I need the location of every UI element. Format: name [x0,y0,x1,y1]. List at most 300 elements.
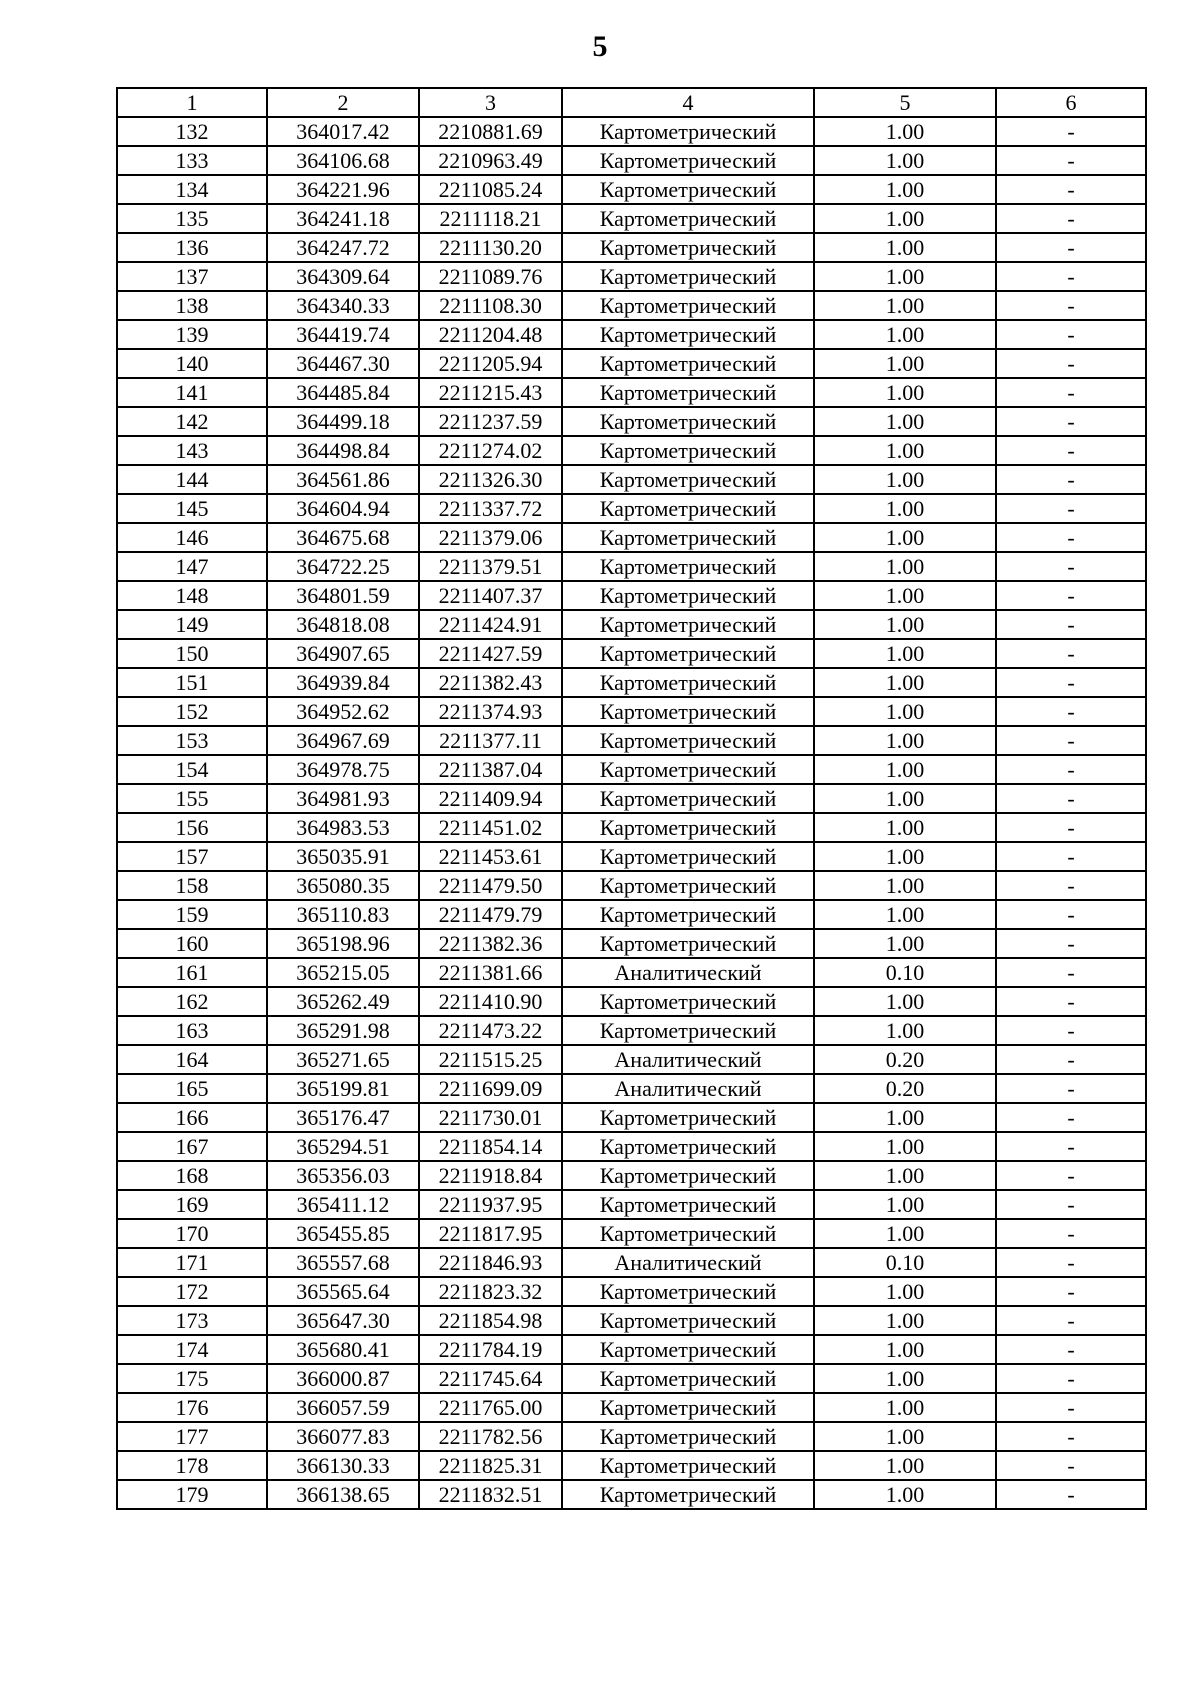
cell-x-coordinate: 364967.69 [267,726,419,755]
cell-point-number: 168 [117,1161,267,1190]
table-row [117,552,1146,581]
cell-note: - [996,465,1146,494]
cell-y-coordinate: 2211130.20 [419,233,562,262]
column-header: 3 [419,88,562,117]
cell-point-number: 164 [117,1045,267,1074]
table-row [117,871,1146,900]
cell-point-number: 179 [117,1480,267,1509]
cell-y-coordinate: 2211817.95 [419,1219,562,1248]
cell-y-coordinate: 2211730.01 [419,1103,562,1132]
cell-x-coordinate: 365455.85 [267,1219,419,1248]
cell-x-coordinate: 365565.64 [267,1277,419,1306]
cell-method: Картометрический [562,1306,814,1335]
cell-accuracy: 0.20 [814,1045,996,1074]
cell-y-coordinate: 2211379.51 [419,552,562,581]
column-header: 2 [267,88,419,117]
cell-method: Картометрический [562,929,814,958]
cell-accuracy: 1.00 [814,813,996,842]
cell-point-number: 152 [117,697,267,726]
cell-note: - [996,175,1146,204]
table-row [117,494,1146,523]
cell-note: - [996,1451,1146,1480]
cell-accuracy: 1.00 [814,1161,996,1190]
cell-point-number: 142 [117,407,267,436]
cell-note: - [996,813,1146,842]
cell-point-number: 133 [117,146,267,175]
cell-point-number: 139 [117,320,267,349]
cell-note: - [996,1393,1146,1422]
cell-accuracy: 1.00 [814,929,996,958]
cell-accuracy: 1.00 [814,1277,996,1306]
cell-method: Картометрический [562,639,814,668]
cell-method: Картометрический [562,1190,814,1219]
cell-method: Аналитический [562,1045,814,1074]
cell-method: Картометрический [562,610,814,639]
cell-note: - [996,407,1146,436]
cell-point-number: 161 [117,958,267,987]
cell-accuracy: 1.00 [814,407,996,436]
cell-method: Картометрический [562,842,814,871]
cell-y-coordinate: 2211381.66 [419,958,562,987]
cell-note: - [996,117,1146,146]
cell-y-coordinate: 2211274.02 [419,436,562,465]
cell-accuracy: 0.10 [814,1248,996,1277]
cell-accuracy: 1.00 [814,755,996,784]
table-row [117,900,1146,929]
cell-accuracy: 1.00 [814,668,996,697]
cell-note: - [996,1161,1146,1190]
cell-method: Картометрический [562,291,814,320]
cell-note: - [996,639,1146,668]
cell-y-coordinate: 2211453.61 [419,842,562,871]
cell-y-coordinate: 2210881.69 [419,117,562,146]
cell-note: - [996,929,1146,958]
cell-point-number: 166 [117,1103,267,1132]
cell-note: - [996,262,1146,291]
table-row [117,929,1146,958]
cell-method: Картометрический [562,871,814,900]
table-row [117,726,1146,755]
cell-y-coordinate: 2211410.90 [419,987,562,1016]
table-row [117,233,1146,262]
cell-point-number: 143 [117,436,267,465]
cell-x-coordinate: 364309.64 [267,262,419,291]
cell-accuracy: 1.00 [814,552,996,581]
cell-accuracy: 1.00 [814,204,996,233]
cell-accuracy: 1.00 [814,1393,996,1422]
cell-x-coordinate: 364981.93 [267,784,419,813]
cell-note: - [996,668,1146,697]
cell-note: - [996,610,1146,639]
cell-x-coordinate: 364106.68 [267,146,419,175]
cell-point-number: 160 [117,929,267,958]
table-row [117,1132,1146,1161]
cell-accuracy: 1.00 [814,1480,996,1509]
coordinates-table [116,87,1147,1510]
cell-method: Картометрический [562,1161,814,1190]
cell-point-number: 177 [117,1422,267,1451]
cell-note: - [996,1248,1146,1277]
cell-note: - [996,900,1146,929]
cell-point-number: 148 [117,581,267,610]
cell-note: - [996,1132,1146,1161]
cell-y-coordinate: 2211823.32 [419,1277,562,1306]
cell-note: - [996,1074,1146,1103]
table-row [117,1190,1146,1219]
cell-x-coordinate: 365035.91 [267,842,419,871]
cell-x-coordinate: 364017.42 [267,117,419,146]
cell-method: Картометрический [562,552,814,581]
table-row [117,1335,1146,1364]
cell-x-coordinate: 366057.59 [267,1393,419,1422]
cell-accuracy: 1.00 [814,900,996,929]
cell-method: Аналитический [562,1074,814,1103]
cell-accuracy: 1.00 [814,465,996,494]
column-header: 4 [562,88,814,117]
table-row [117,1364,1146,1393]
cell-x-coordinate: 364939.84 [267,668,419,697]
cell-note: - [996,1480,1146,1509]
cell-note: - [996,146,1146,175]
cell-x-coordinate: 364485.84 [267,378,419,407]
cell-y-coordinate: 2211479.50 [419,871,562,900]
cell-accuracy: 1.00 [814,349,996,378]
cell-accuracy: 1.00 [814,1451,996,1480]
cell-y-coordinate: 2211854.98 [419,1306,562,1335]
cell-y-coordinate: 2211427.59 [419,639,562,668]
cell-y-coordinate: 2211515.25 [419,1045,562,1074]
cell-y-coordinate: 2211407.37 [419,581,562,610]
table-row [117,146,1146,175]
cell-x-coordinate: 365294.51 [267,1132,419,1161]
cell-note: - [996,726,1146,755]
cell-y-coordinate: 2211832.51 [419,1480,562,1509]
cell-method: Аналитический [562,1248,814,1277]
cell-x-coordinate: 365647.30 [267,1306,419,1335]
table-row [117,813,1146,842]
cell-note: - [996,494,1146,523]
cell-accuracy: 1.00 [814,1016,996,1045]
cell-method: Картометрический [562,668,814,697]
cell-x-coordinate: 366077.83 [267,1422,419,1451]
cell-x-coordinate: 364675.68 [267,523,419,552]
cell-x-coordinate: 364241.18 [267,204,419,233]
cell-note: - [996,204,1146,233]
cell-x-coordinate: 364467.30 [267,349,419,378]
cell-x-coordinate: 364907.65 [267,639,419,668]
cell-point-number: 162 [117,987,267,1016]
cell-y-coordinate: 2211204.48 [419,320,562,349]
cell-method: Картометрический [562,1451,814,1480]
cell-point-number: 174 [117,1335,267,1364]
cell-x-coordinate: 365411.12 [267,1190,419,1219]
cell-x-coordinate: 365176.47 [267,1103,419,1132]
cell-method: Картометрический [562,407,814,436]
cell-note: - [996,1016,1146,1045]
cell-method: Картометрический [562,436,814,465]
cell-method: Картометрический [562,1277,814,1306]
cell-note: - [996,842,1146,871]
cell-point-number: 134 [117,175,267,204]
cell-x-coordinate: 364247.72 [267,233,419,262]
cell-x-coordinate: 364818.08 [267,610,419,639]
cell-x-coordinate: 365198.96 [267,929,419,958]
cell-accuracy: 0.10 [814,958,996,987]
table-row [117,610,1146,639]
column-header: 5 [814,88,996,117]
cell-point-number: 156 [117,813,267,842]
cell-x-coordinate: 364722.25 [267,552,419,581]
cell-accuracy: 1.00 [814,1306,996,1335]
table-row [117,407,1146,436]
table-row [117,1103,1146,1132]
cell-x-coordinate: 364952.62 [267,697,419,726]
cell-point-number: 159 [117,900,267,929]
table-row [117,842,1146,871]
cell-note: - [996,1190,1146,1219]
cell-point-number: 132 [117,117,267,146]
cell-y-coordinate: 2211937.95 [419,1190,562,1219]
cell-x-coordinate: 364221.96 [267,175,419,204]
cell-accuracy: 1.00 [814,291,996,320]
cell-method: Аналитический [562,958,814,987]
cell-y-coordinate: 2211451.02 [419,813,562,842]
cell-y-coordinate: 2211326.30 [419,465,562,494]
cell-y-coordinate: 2211854.14 [419,1132,562,1161]
cell-note: - [996,1422,1146,1451]
cell-x-coordinate: 365080.35 [267,871,419,900]
page-number: 5 [592,30,608,63]
table-row [117,958,1146,987]
cell-point-number: 144 [117,465,267,494]
cell-note: - [996,233,1146,262]
cell-note: - [996,291,1146,320]
cell-y-coordinate: 2211108.30 [419,291,562,320]
cell-point-number: 149 [117,610,267,639]
cell-accuracy: 1.00 [814,987,996,1016]
table-row [117,117,1146,146]
cell-y-coordinate: 2211374.93 [419,697,562,726]
cell-y-coordinate: 2211745.64 [419,1364,562,1393]
cell-method: Картометрический [562,523,814,552]
cell-method: Картометрический [562,494,814,523]
cell-note: - [996,378,1146,407]
cell-accuracy: 1.00 [814,784,996,813]
cell-method: Картометрический [562,900,814,929]
column-header: 6 [996,88,1146,117]
cell-method: Картометрический [562,1016,814,1045]
cell-y-coordinate: 2211085.24 [419,175,562,204]
cell-y-coordinate: 2211699.09 [419,1074,562,1103]
cell-x-coordinate: 364983.53 [267,813,419,842]
table-row [117,175,1146,204]
cell-accuracy: 1.00 [814,842,996,871]
cell-y-coordinate: 2211409.94 [419,784,562,813]
table-row [117,1277,1146,1306]
cell-method: Картометрический [562,320,814,349]
cell-accuracy: 1.00 [814,117,996,146]
cell-point-number: 178 [117,1451,267,1480]
cell-accuracy: 1.00 [814,697,996,726]
header-row [117,88,1146,117]
cell-point-number: 135 [117,204,267,233]
cell-y-coordinate: 2211473.22 [419,1016,562,1045]
cell-accuracy: 1.00 [814,1422,996,1451]
cell-x-coordinate: 364604.94 [267,494,419,523]
cell-note: - [996,755,1146,784]
cell-x-coordinate: 364340.33 [267,291,419,320]
table-row [117,1248,1146,1277]
cell-method: Картометрический [562,349,814,378]
cell-accuracy: 1.00 [814,581,996,610]
cell-method: Картометрический [562,813,814,842]
cell-x-coordinate: 365262.49 [267,987,419,1016]
column-header: 1 [117,88,267,117]
cell-note: - [996,581,1146,610]
cell-y-coordinate: 2211379.06 [419,523,562,552]
cell-accuracy: 1.00 [814,233,996,262]
table-row [117,697,1146,726]
cell-point-number: 170 [117,1219,267,1248]
cell-y-coordinate: 2211337.72 [419,494,562,523]
cell-point-number: 147 [117,552,267,581]
table-row [117,378,1146,407]
cell-accuracy: 1.00 [814,436,996,465]
cell-y-coordinate: 2211765.00 [419,1393,562,1422]
cell-x-coordinate: 364498.84 [267,436,419,465]
cell-accuracy: 1.00 [814,175,996,204]
table-row [117,349,1146,378]
cell-method: Картометрический [562,1480,814,1509]
table-row [117,639,1146,668]
cell-x-coordinate: 366130.33 [267,1451,419,1480]
table-row [117,1306,1146,1335]
cell-x-coordinate: 364801.59 [267,581,419,610]
cell-note: - [996,320,1146,349]
cell-method: Картометрический [562,784,814,813]
table-row [117,1016,1146,1045]
cell-accuracy: 0.20 [814,1074,996,1103]
cell-point-number: 167 [117,1132,267,1161]
cell-y-coordinate: 2211118.21 [419,204,562,233]
cell-x-coordinate: 365680.41 [267,1335,419,1364]
cell-method: Картометрический [562,726,814,755]
cell-point-number: 165 [117,1074,267,1103]
table-row [117,1422,1146,1451]
cell-method: Картометрический [562,1335,814,1364]
cell-x-coordinate: 364419.74 [267,320,419,349]
cell-point-number: 146 [117,523,267,552]
cell-method: Картометрический [562,581,814,610]
cell-y-coordinate: 2211382.43 [419,668,562,697]
cell-note: - [996,1306,1146,1335]
table-row [117,668,1146,697]
cell-note: - [996,552,1146,581]
cell-x-coordinate: 364561.86 [267,465,419,494]
cell-method: Картометрический [562,378,814,407]
cell-y-coordinate: 2211237.59 [419,407,562,436]
cell-accuracy: 1.00 [814,610,996,639]
cell-note: - [996,697,1146,726]
cell-accuracy: 1.00 [814,1132,996,1161]
cell-y-coordinate: 2211846.93 [419,1248,562,1277]
cell-point-number: 175 [117,1364,267,1393]
cell-x-coordinate: 365291.98 [267,1016,419,1045]
cell-accuracy: 1.00 [814,1335,996,1364]
table-row [117,1074,1146,1103]
cell-y-coordinate: 2211825.31 [419,1451,562,1480]
table-row [117,523,1146,552]
cell-y-coordinate: 2211784.19 [419,1335,562,1364]
cell-note: - [996,436,1146,465]
table-row [117,755,1146,784]
cell-note: - [996,871,1146,900]
cell-accuracy: 1.00 [814,1190,996,1219]
table-row [117,1480,1146,1509]
cell-x-coordinate: 364499.18 [267,407,419,436]
cell-point-number: 150 [117,639,267,668]
cell-method: Картометрический [562,1219,814,1248]
cell-note: - [996,1103,1146,1132]
cell-point-number: 172 [117,1277,267,1306]
table-row [117,1451,1146,1480]
table-row [117,204,1146,233]
cell-y-coordinate: 2211205.94 [419,349,562,378]
cell-y-coordinate: 2211215.43 [419,378,562,407]
cell-y-coordinate: 2211089.76 [419,262,562,291]
cell-accuracy: 1.00 [814,1219,996,1248]
cell-note: - [996,1277,1146,1306]
cell-method: Картометрический [562,233,814,262]
cell-point-number: 136 [117,233,267,262]
cell-y-coordinate: 2211782.56 [419,1422,562,1451]
cell-x-coordinate: 365271.65 [267,1045,419,1074]
cell-accuracy: 1.00 [814,639,996,668]
cell-note: - [996,1364,1146,1393]
cell-x-coordinate: 365199.81 [267,1074,419,1103]
cell-point-number: 171 [117,1248,267,1277]
cell-note: - [996,1045,1146,1074]
cell-accuracy: 1.00 [814,262,996,291]
cell-x-coordinate: 365215.05 [267,958,419,987]
cell-point-number: 169 [117,1190,267,1219]
cell-accuracy: 1.00 [814,1364,996,1393]
cell-y-coordinate: 2211479.79 [419,900,562,929]
table-row [117,262,1146,291]
cell-accuracy: 1.00 [814,1103,996,1132]
cell-note: - [996,349,1146,378]
cell-point-number: 151 [117,668,267,697]
table-body [117,117,1146,1509]
cell-y-coordinate: 2211424.91 [419,610,562,639]
cell-accuracy: 1.00 [814,523,996,552]
cell-point-number: 176 [117,1393,267,1422]
table-row [117,1045,1146,1074]
cell-note: - [996,1219,1146,1248]
cell-note: - [996,958,1146,987]
table-row [117,987,1146,1016]
cell-x-coordinate: 366000.87 [267,1364,419,1393]
cell-accuracy: 1.00 [814,726,996,755]
table-row [117,436,1146,465]
table-row [117,1219,1146,1248]
cell-method: Картометрический [562,117,814,146]
cell-point-number: 145 [117,494,267,523]
cell-method: Картометрический [562,1393,814,1422]
cell-point-number: 153 [117,726,267,755]
cell-x-coordinate: 365356.03 [267,1161,419,1190]
table-row [117,1161,1146,1190]
